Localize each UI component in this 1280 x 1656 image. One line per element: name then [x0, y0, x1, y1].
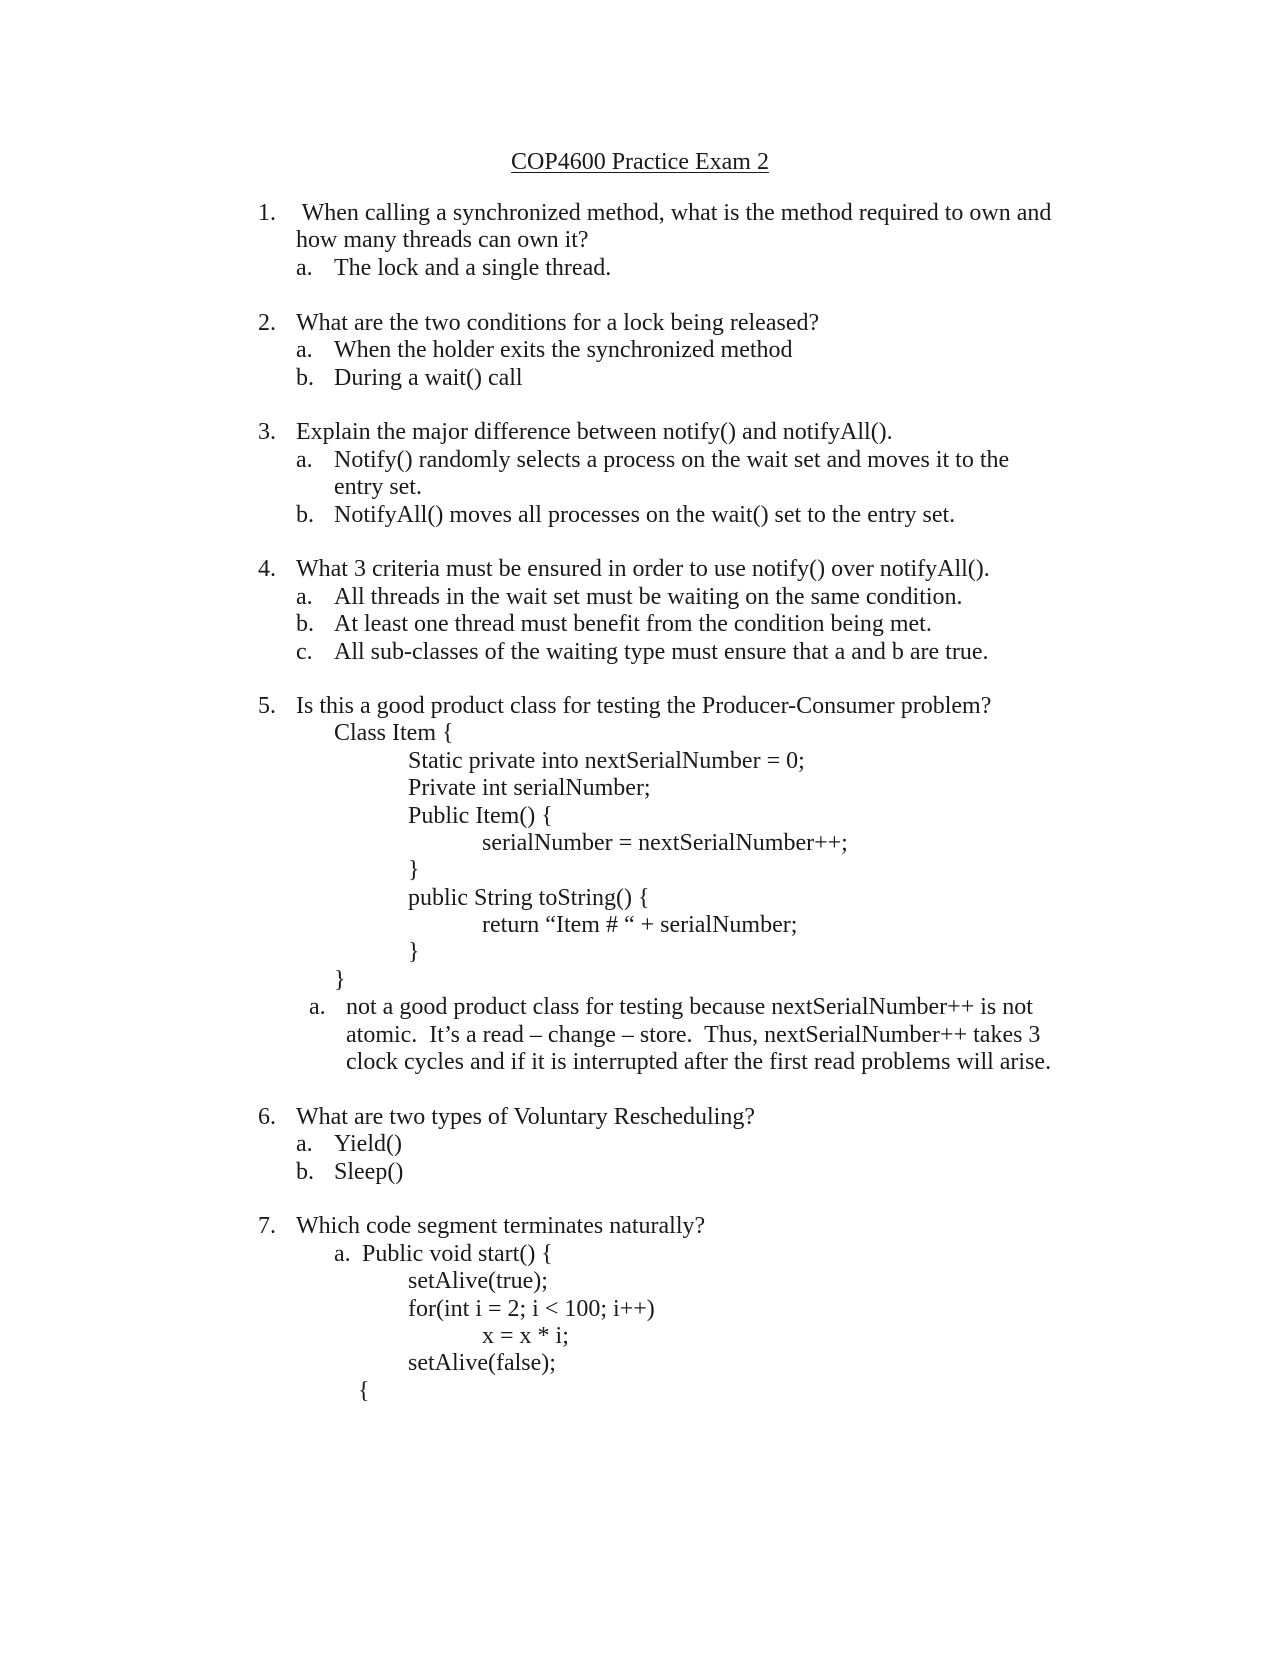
code-line: return “Item # “ + serialNumber;: [482, 912, 798, 938]
answer-text: When the holder exits the synchronized method: [334, 337, 793, 363]
answer-text: During a wait() call: [334, 365, 523, 391]
answer-text: NotifyAll() moves all processes on the wait() set to the entry set.: [334, 502, 956, 528]
answer-text: not a good product class for testing because nextSerialNumber++ is not: [346, 994, 1033, 1020]
answer-text: clock cycles and if it is interrupted after the first read problems will arise.: [346, 1049, 1052, 1075]
answer-label: a.: [334, 1241, 351, 1267]
answer-label: a.: [296, 447, 313, 473]
question-number: 5.: [258, 693, 276, 719]
answer-label: a.: [296, 584, 313, 610]
question-number: 3.: [258, 419, 276, 445]
question-text: Which code segment terminates naturally?: [296, 1213, 706, 1239]
question-number: 1.: [258, 200, 276, 226]
answer-label: a.: [296, 337, 313, 363]
code-line: Public Item() {: [408, 803, 553, 829]
answer-text: All sub-classes of the waiting type must ensure that a and b are true.: [334, 639, 989, 665]
code-line: x = x * i;: [482, 1323, 569, 1349]
answer-label: c.: [296, 639, 313, 665]
answer-label: b.: [296, 502, 314, 528]
code-line: Static private into nextSerialNumber = 0;: [408, 748, 805, 774]
question-text: When calling a synchronized method, what is the method required to own and: [296, 200, 1052, 226]
answer-text: atomic. It’s a read – change – store. Thus, nextSerialNumber++ takes 3: [346, 1022, 1041, 1048]
answer-label: a.: [309, 994, 326, 1020]
code-line: Class Item {: [334, 720, 454, 746]
code-line: }: [334, 967, 346, 993]
answer-label: a.: [296, 255, 313, 281]
answer-text: All threads in the wait set must be waiting on the same condition.: [334, 584, 963, 610]
question-text: What 3 criteria must be ensured in order to use notify() over notifyAll().: [296, 556, 990, 582]
question-number: 2.: [258, 310, 276, 336]
code-line: public String toString() {: [408, 885, 650, 911]
answer-text: entry set.: [334, 474, 422, 500]
question-number: 6.: [258, 1104, 276, 1130]
question-number: 4.: [258, 556, 276, 582]
code-line: serialNumber = nextSerialNumber++;: [482, 830, 848, 856]
answer-label: b.: [296, 365, 314, 391]
answer-text: Public void start() {: [362, 1241, 553, 1267]
question-text: how many threads can own it?: [296, 227, 589, 253]
question-text: Is this a good product class for testing the Producer-Consumer problem?: [296, 693, 992, 719]
code-line: for(int i = 2; i < 100; i++): [408, 1296, 655, 1322]
answer-label: b.: [296, 1159, 314, 1185]
code-line: Private int serialNumber;: [408, 775, 651, 801]
question-number: 7.: [258, 1213, 276, 1239]
code-line: setAlive(true);: [408, 1268, 548, 1294]
question-text: What are two types of Voluntary Rescheduling?: [296, 1104, 755, 1130]
answer-text: At least one thread must benefit from the condition being met.: [334, 611, 932, 637]
question-text: Explain the major difference between notify() and notifyAll().: [296, 419, 893, 445]
answer-label: b.: [296, 611, 314, 637]
code-line: setAlive(false);: [408, 1350, 556, 1376]
code-line: }: [408, 939, 420, 965]
answer-text: Notify() randomly selects a process on the wait set and moves it to the: [334, 447, 1010, 473]
page-title: COP4600 Practice Exam 2: [511, 149, 769, 175]
answer-label: a.: [296, 1131, 313, 1157]
answer-text: The lock and a single thread.: [334, 255, 612, 281]
answer-text: Sleep(): [334, 1159, 404, 1185]
answer-text: Yield(): [334, 1131, 402, 1157]
code-line: {: [358, 1378, 370, 1404]
code-line: }: [408, 857, 420, 883]
question-text: What are the two conditions for a lock being released?: [296, 310, 820, 336]
